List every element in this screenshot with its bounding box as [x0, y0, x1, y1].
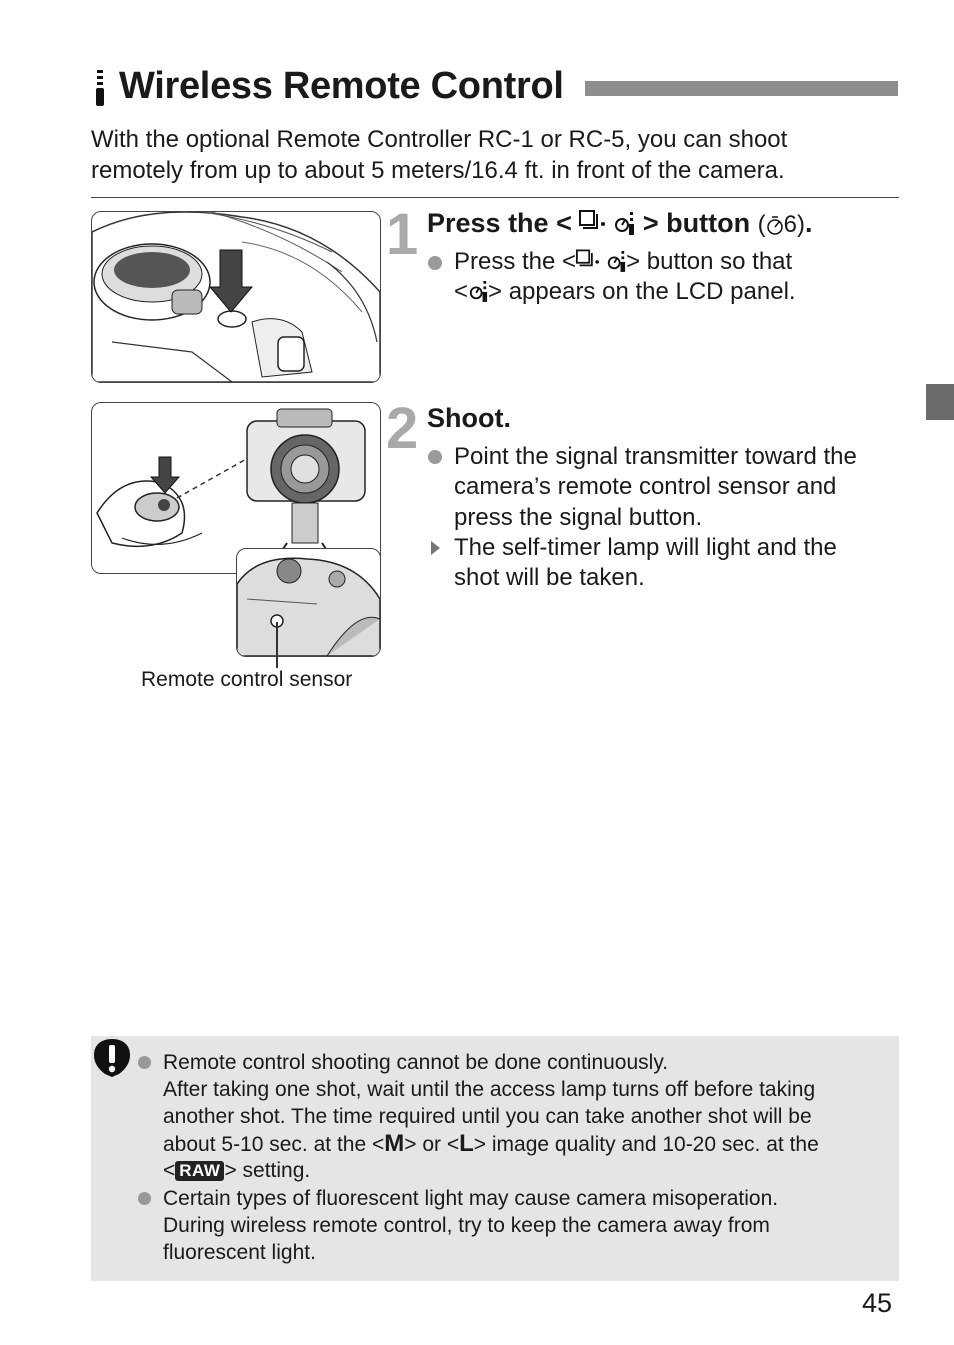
- step-heading: Press the < > button ( 6).: [427, 208, 813, 238]
- sensor-closeup-illustration: [236, 548, 381, 657]
- caution-text-part: > setting.: [224, 1159, 311, 1182]
- caution-box: [91, 1036, 899, 1281]
- bullet-dot: [138, 1192, 151, 1205]
- step-instruction: [454, 247, 792, 277]
- page-number: 45: [862, 1288, 893, 1318]
- caution-icon: [93, 1038, 131, 1078]
- section-divider: [91, 197, 899, 198]
- step-number: 1: [386, 202, 415, 267]
- caution-text: another shot. The time required until you can take another shot will be: [163, 1105, 812, 1128]
- title-row: [91, 62, 899, 112]
- step-heading-text: Press the <: [427, 208, 572, 238]
- chapter-tab: [926, 384, 954, 420]
- instruction-text: <: [454, 278, 469, 305]
- caution-text-part: about 5-10 sec. at the <: [163, 1133, 385, 1156]
- caution-text-part: > image quality and 10-20 sec. at the: [473, 1133, 819, 1156]
- step-instruction: camera’s remote control sensor and: [454, 473, 837, 500]
- bullet-dot: [138, 1056, 151, 1069]
- step-instruction: Point the signal transmitter toward the: [454, 443, 857, 470]
- intro-line: remotely from up to about 5 meters/16.4 ft. in front of the camera.: [91, 157, 785, 184]
- camera-top-drawing: [92, 212, 380, 382]
- sensor-leader-line: [276, 622, 278, 668]
- self-timer-icon: [613, 210, 635, 236]
- drive-mode-icon: [576, 249, 606, 273]
- caution-text: fluorescent light.: [163, 1241, 316, 1264]
- page-reference-icon: [766, 214, 784, 236]
- intro-line: With the optional Remote Controller RC-1 or RC-5, you can shoot: [91, 126, 788, 153]
- caution-text-part: <: [163, 1159, 176, 1182]
- sensor-caption: Remote control sensor: [141, 668, 353, 691]
- title-rule: [585, 81, 898, 96]
- page-reference: ( 6): [757, 211, 805, 238]
- caution-text-part: > or <: [404, 1133, 460, 1156]
- step-heading: Shoot.: [427, 403, 511, 433]
- step-heading-text: > button: [642, 208, 751, 238]
- drive-mode-icon: [579, 210, 613, 236]
- camera-top-illustration: [91, 211, 381, 383]
- step-instruction: press the signal button.: [454, 504, 703, 531]
- result-triangle: [431, 541, 440, 555]
- step-instruction: [454, 277, 796, 307]
- quality-m-icon: M: [384, 1130, 405, 1157]
- raw-quality-icon: RAW: [175, 1161, 224, 1181]
- step-result: The self-timer lamp will light and the: [454, 534, 837, 561]
- intro-paragraph: [91, 124, 881, 186]
- caution-text: After taking one shot, wait until the access lamp turns off before taking: [163, 1078, 816, 1101]
- step-result: shot will be taken.: [454, 564, 645, 591]
- instruction-text: > button so that: [626, 248, 793, 275]
- quality-l-icon: L: [459, 1130, 474, 1157]
- self-timer-icon: [468, 279, 488, 303]
- step-number: 2: [386, 396, 415, 461]
- sensor-closeup-drawing: [237, 549, 380, 656]
- remote-control-icon: [93, 70, 107, 106]
- instruction-text: > appears on the LCD panel.: [488, 278, 796, 305]
- bullet-dot: [428, 256, 442, 270]
- caution-text: Remote control shooting cannot be done continuously.: [163, 1051, 669, 1074]
- instruction-text: Press the <: [454, 248, 577, 275]
- bullet-dot: [428, 450, 442, 464]
- caution-text: [163, 1157, 310, 1184]
- self-timer-icon: [606, 249, 626, 273]
- caution-text: [163, 1130, 819, 1158]
- caution-text: During wireless remote control, try to keep the camera away from: [163, 1214, 770, 1237]
- page-title: Wireless Remote Control: [119, 65, 564, 107]
- page-reference-number: 6: [783, 211, 797, 238]
- caution-text: Certain types of fluorescent light may cause camera misoperation.: [163, 1187, 779, 1210]
